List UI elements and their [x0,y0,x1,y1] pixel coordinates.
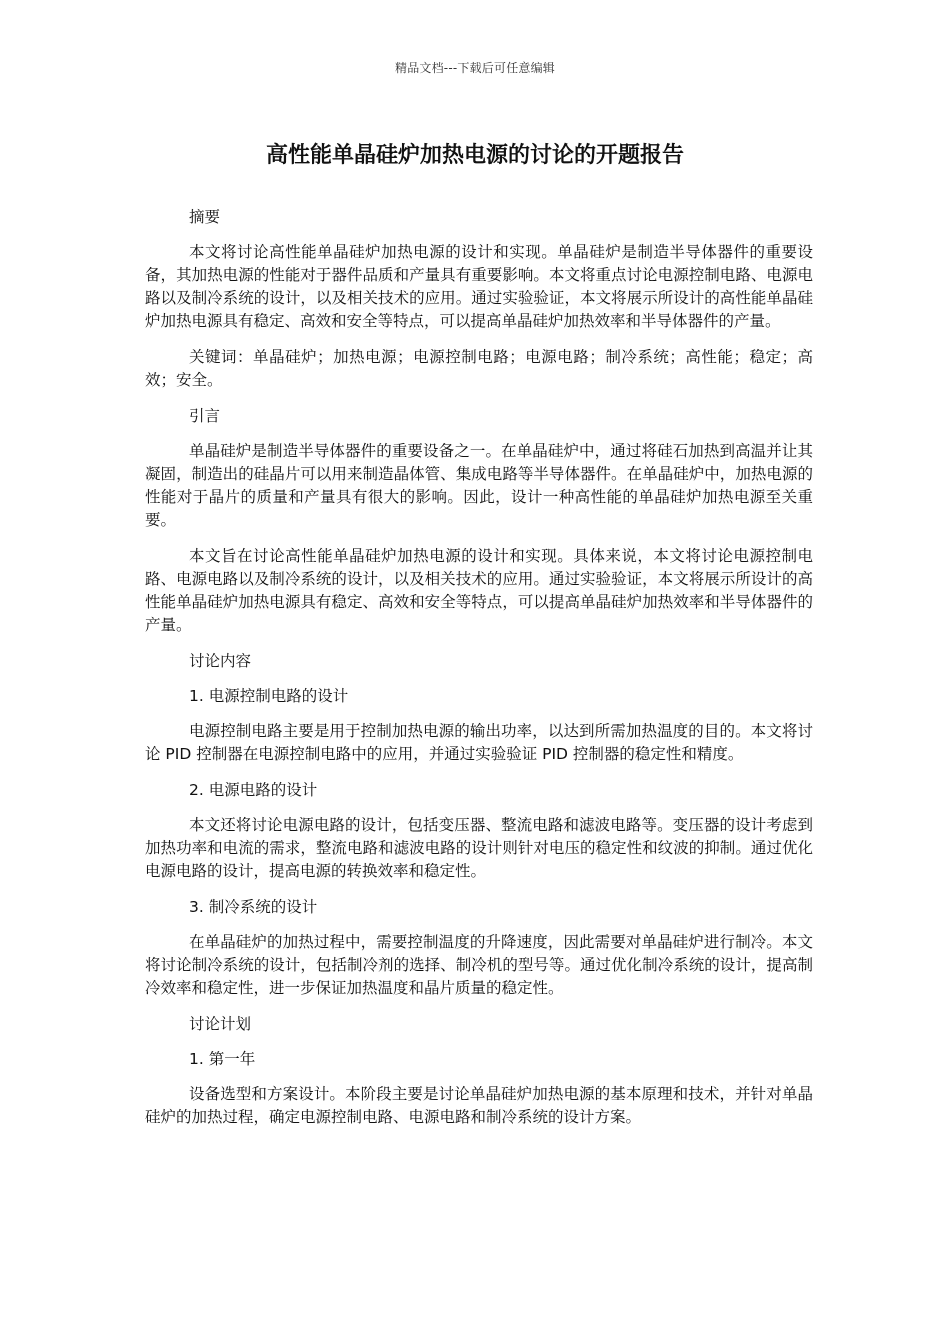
section-2-heading: 2. 电源电路的设计 [189,781,318,799]
section-3-paragraph: 在单晶硅炉的加热过程中，需要控制温度的升降速度，因此需要对单晶硅炉进行制冷。本文将讨论制冷系统的设计，包括制冷剂的选择、制冷机的型号等。通过优化制冷系统的设计，提高制冷效率和稳定性，进一步保证加热温度和晶片质量的稳定性。 [145,933,813,997]
plan-year-1-heading: 1. 第一年 [189,1050,256,1068]
plan-heading: 讨论计划 [189,1015,252,1033]
abstract-heading: 摘要 [189,208,221,226]
document-body [145,206,813,1142]
section-3-heading: 3. 制冷系统的设计 [189,898,318,916]
content-heading: 讨论内容 [189,652,252,670]
section-2-paragraph: 本文还将讨论电源电路的设计，包括变压器、整流电路和滤波电路等。变压器的设计考虑到加热功率和电流的需求，整流电路和滤波电路的设计则针对电压的稳定性和纹波的抑制。通过优化电源电路的设计，提高电源的转换效率和稳定性。 [145,816,813,880]
abstract-paragraph: 本文将讨论高性能单晶硅炉加热电源的设计和实现。单晶硅炉是制造半导体器件的重要设备，其加热电源的性能对于器件品质和产量具有重要影响。本文将重点讨论电源控制电路、电源电路以及制冷系统的设计，以及相关技术的应用。通过实验验证，本文将展示所设计的高性能单晶硅炉加热电源具有稳定、高效和安全等特点，可以提高单晶硅炉加热效率和半导体器件的产量。 [145,243,813,330]
intro-heading: 引言 [189,407,221,425]
plan-year-1-paragraph: 设备选型和方案设计。本阶段主要是讨论单晶硅炉加热电源的基本原理和技术，并针对单晶硅炉的加热过程，确定电源控制电路、电源电路和制冷系统的设计方案。 [145,1085,813,1126]
intro-paragraph-2: 本文旨在讨论高性能单晶硅炉加热电源的设计和实现。具体来说，本文将讨论电源控制电路、电源电路以及制冷系统的设计，以及相关技术的应用。通过实验验证，本文将展示所设计的高性能单晶硅炉加热电源具有稳定、高效和安全等特点，可以提高单晶硅炉加热效率和半导体器件的产量。 [145,547,813,634]
section-1-paragraph: 电源控制电路主要是用于控制加热电源的输出功率，以达到所需加热温度的目的。本文将讨论 PID 控制器在电源控制电路中的应用，并通过实验验证 PID 控制器的稳定性和精度。 [145,722,813,763]
intro-paragraph-1: 单晶硅炉是制造半导体器件的重要设备之一。在单晶硅炉中，通过将硅石加热到高温并让其凝固，制造出的硅晶片可以用来制造晶体管、集成电路等半导体器件。在单晶硅炉中，加热电源的性能对于晶片的质量和产量具有很大的影响。因此，设计一种高性能的单晶硅炉加热电源至关重要。 [145,442,813,529]
keywords-paragraph: 关键词：单晶硅炉；加热电源；电源控制电路；电源电路；制冷系统；高性能；稳定；高效；安全。 [145,348,813,389]
document-title: 高性能单晶硅炉加热电源的讨论的开题报告 [265,143,684,168]
header-note: 精品文档---下载后可任意编辑 [395,61,555,75]
section-1-heading: 1. 电源控制电路的设计 [189,687,349,705]
